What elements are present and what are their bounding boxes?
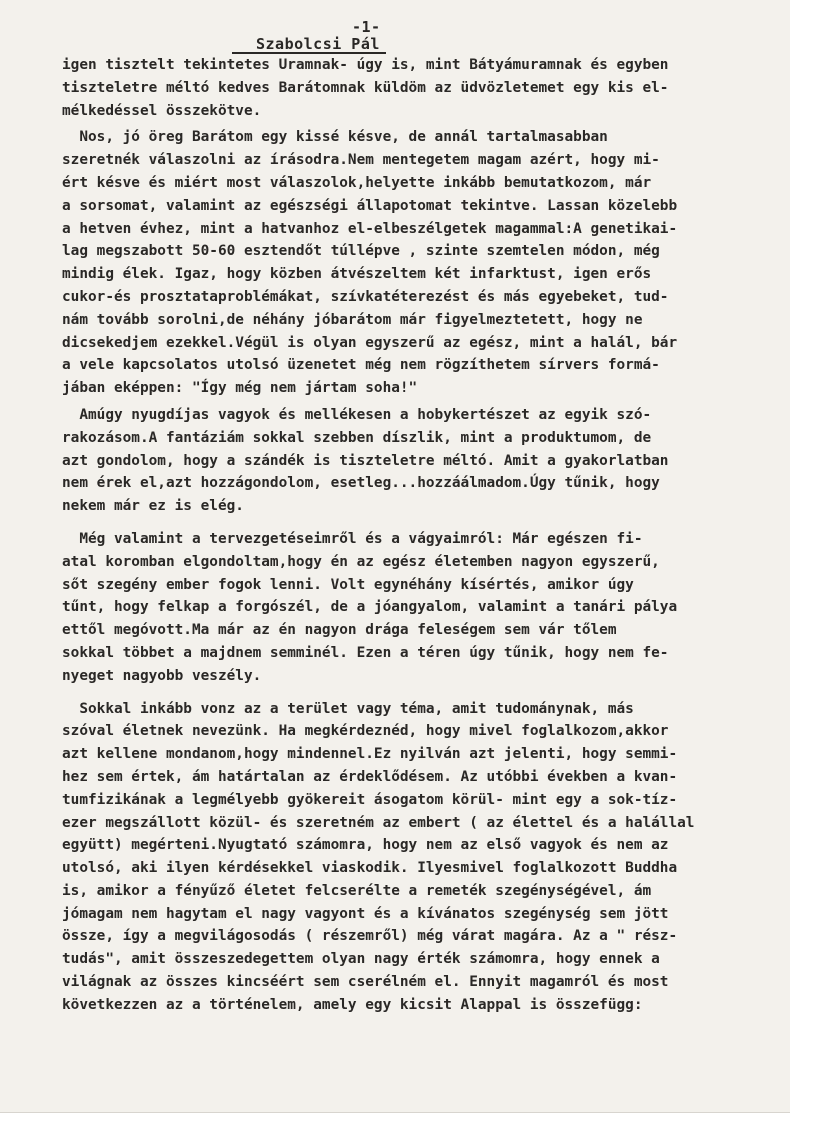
text-line: össze, így a megvilágosodás ( részemről) még várat magára. Az a " rész- bbox=[62, 928, 678, 945]
text-line: a sorsomat, valamint az egészségi állapotomat tekintve. Lassan közelebb bbox=[62, 197, 678, 214]
text-line: azt kellene mondanom,hogy mindennel.Ez nyilván azt jelenti, hogy semmi- bbox=[62, 746, 678, 763]
text-line: tumfizikának a legmélyebb gyökereit ásogatom körül- mint egy a sok-tíz- bbox=[62, 791, 678, 808]
text-line: tűnt, hogy felkap a forgószél, de a jóangyalom, valamint a tanári pálya bbox=[62, 599, 678, 616]
text-line: ért késve és miért most válaszolok,helyette inkább bemutatkozom, már bbox=[62, 174, 652, 191]
text-line: jómagam nem hagytam el nagy vagyont és a kívánatos szegénység sem jött bbox=[62, 905, 669, 922]
text-line: a vele kapcsolatos utolsó üzenetet még nem rögzíthetem sírvers formá- bbox=[62, 357, 660, 374]
text-line: atal koromban elgondoltam,hogy én az egész életemben nagyon egyszerű, bbox=[62, 553, 660, 570]
text-line: szeretnék válaszolni az írásodra.Nem mentegetem magam azért, hogy mi- bbox=[62, 152, 660, 169]
text-line: ezer megszállott közül- és szeretném az embert ( az élettel és a halállal bbox=[62, 814, 695, 831]
text-line: mindig élek. Igaz, hogy közben átvészeltem két infarktust, igen erős bbox=[62, 266, 652, 283]
text-line: Még valamint a tervezgetéseimről és a vágyaimról: Már egészen fi- bbox=[62, 530, 643, 547]
text-line: nem érek el,azt hozzágondolom, esetleg...hozzáálmadom.Úgy tűnik, hogy bbox=[62, 475, 660, 492]
text-line: szóval életnek nevezünk. Ha megkérdeznéd, hogy mivel foglalkozom,akkor bbox=[62, 723, 669, 740]
text-line: nekem már ez is elég. bbox=[62, 498, 244, 515]
letter-body bbox=[62, 54, 768, 1017]
text-line: azt gondolom, hogy a szándék is tiszteletre méltó. Amit a gyakorlatban bbox=[62, 452, 669, 469]
text-line: igen tisztelt tekintetes Uramnak- úgy is, mint Bátyámuramnak és egyben bbox=[62, 57, 669, 73]
text-line: sőt szegény ember fogok lenni. Volt egynéhány kísértés, amikor úgy bbox=[62, 576, 634, 593]
text-line: a hetven évhez, mint a hatvanhoz el-elbeszélgetek magammal:A genetikai- bbox=[62, 220, 678, 237]
text-line: Nos, jó öreg Barátom egy kissé késve, de annál tartalmasabban bbox=[62, 129, 608, 146]
text-line: világnak az összes kincséért sem cserélném el. Ennyit magamról és most bbox=[62, 974, 669, 991]
text-line: utolsó, aki ilyen kérdésekkel viaskodik. Ilyesmivel foglalkozott Buddha bbox=[62, 860, 678, 877]
text-line: cukor-és prosztataproblémákat, szívkatéterezést és más egyebeket, tud- bbox=[62, 288, 669, 305]
page-number: -1- bbox=[352, 18, 381, 36]
text-line: mélkedéssel összekötve. bbox=[62, 102, 262, 119]
text-line: lag megszabott 50-60 esztendőt túllépve , szinte szemtelen módon, még bbox=[62, 243, 660, 260]
text-line: együtt) megérteni.Nyugtató számomra, hogy nem az első vagyok és nem az bbox=[62, 837, 669, 854]
page-background-edge bbox=[790, 0, 817, 1123]
text-line: rakozásom.A fantáziám sokkal szebben díszlik, mint a produktumom, de bbox=[62, 429, 652, 446]
text-line: jában eképpen: "Így még nem jártam soha!" bbox=[62, 380, 418, 397]
text-line: következzen az a történelem, amely egy kicsit Alappal is összefügg: bbox=[62, 996, 643, 1013]
text-line: Amúgy nyugdíjas vagyok és mellékesen a hobykertészet az egyik szó- bbox=[62, 406, 652, 423]
text-line: hez sem értek, ám határtalan az érdeklődésem. Az utóbbi években a kvan- bbox=[62, 768, 678, 785]
author-heading: Szabolcsi Pál bbox=[232, 36, 386, 54]
text-line: nyeget nagyobb veszély. bbox=[62, 667, 262, 684]
text-line: is, amikor a fényűző életet felcserélte a remeték szegénységével, ám bbox=[62, 882, 652, 899]
text-line: tudás", amit összeszedegettem olyan nagy érték számomra, hogy ennek a bbox=[62, 951, 660, 968]
text-line: nám tovább sorolni,de néhány jóbarátom már figyelmeztetett, hogy ne bbox=[62, 311, 643, 328]
text-line: ettől megóvott.Ma már az én nagyon drága feleségem sem vár tőlem bbox=[62, 622, 617, 639]
text-line: sokkal többet a majdnem semminél. Ezen a téren úgy tűnik, hogy nem fe- bbox=[62, 644, 669, 661]
text-line: Sokkal inkább vonz az a terület vagy téma, amit tudománynak, más bbox=[62, 700, 634, 717]
text-line: tiszteletre méltó kedves Barátomnak küldöm az üdvözletemet egy kis el- bbox=[62, 79, 669, 96]
text-line: dicsekedjem ezekkel.Végül is olyan egyszerű az egész, mint a halál, bár bbox=[62, 334, 678, 351]
